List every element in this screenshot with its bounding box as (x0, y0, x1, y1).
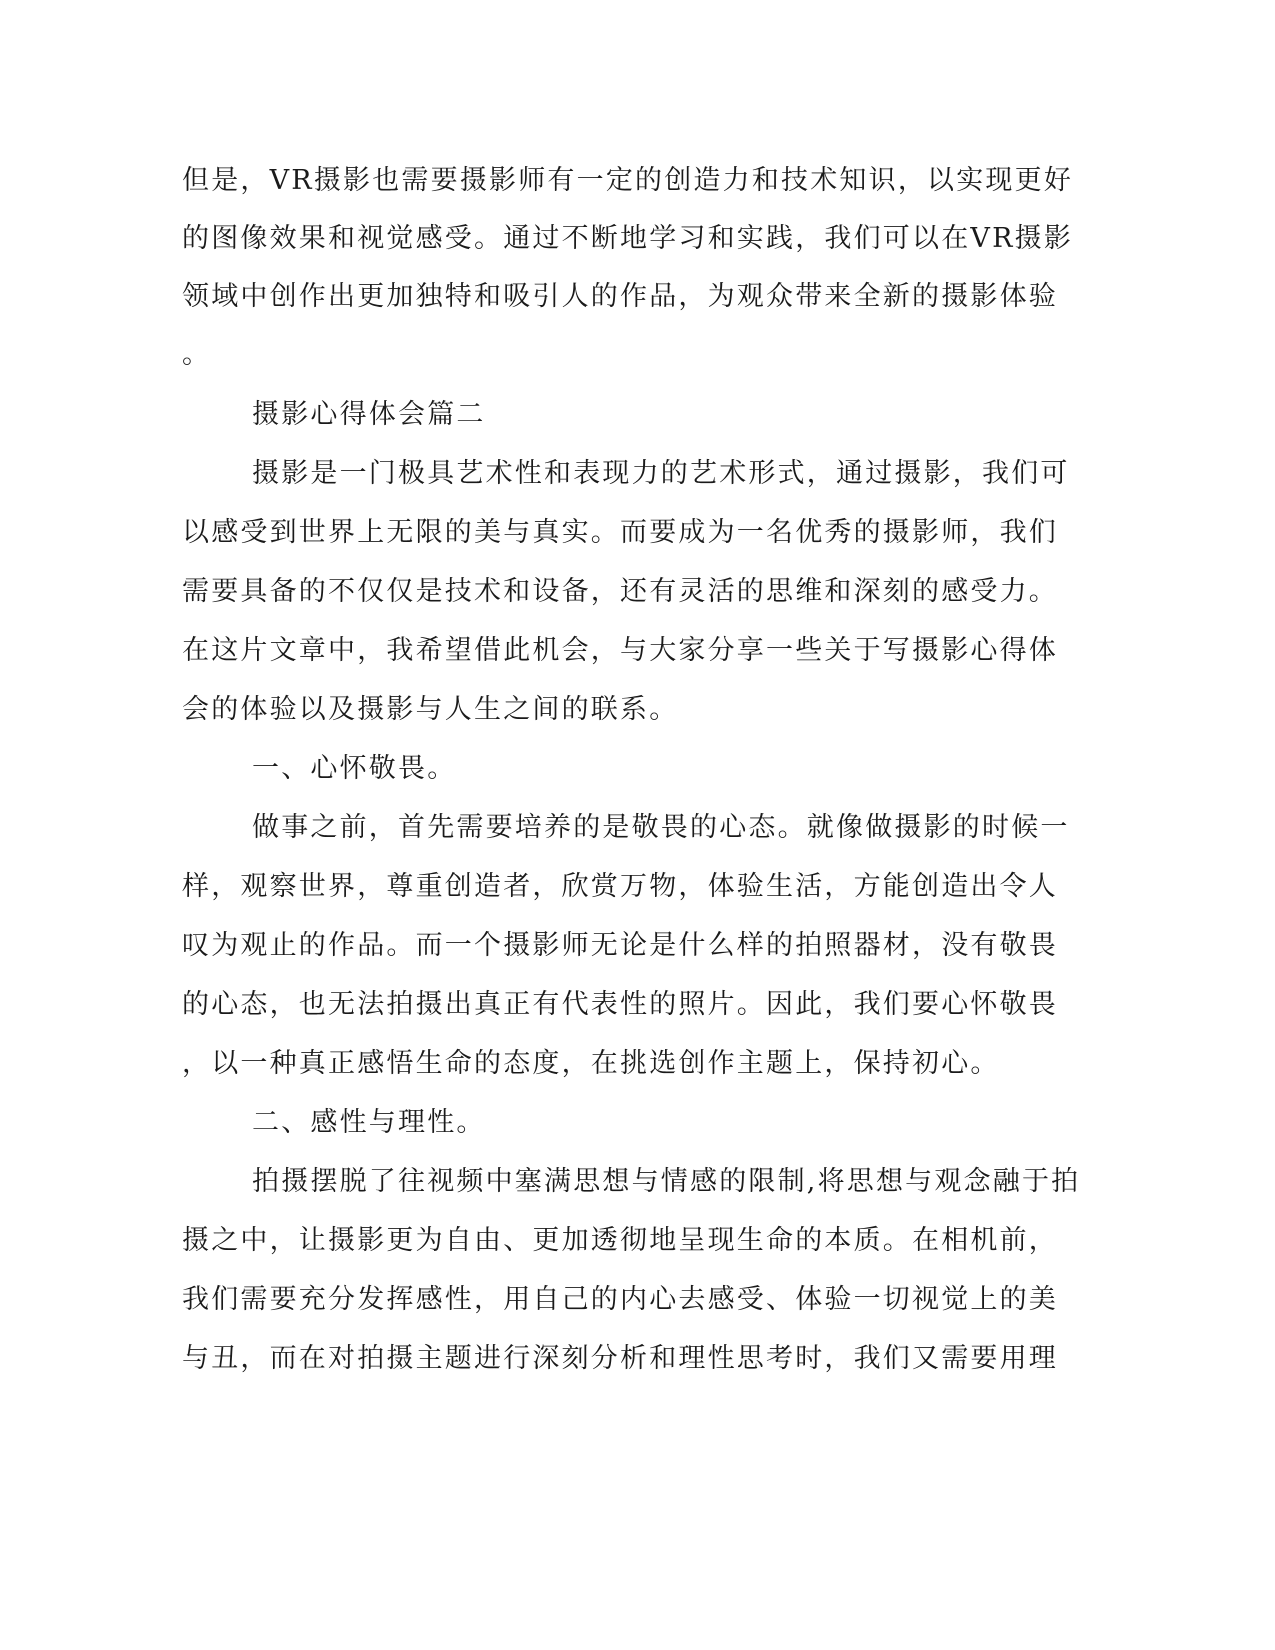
text-line: 但是，VR摄影也需要摄影师有一定的创造力和技术知识，以实现更好 (182, 165, 1074, 196)
text-line: 需要具备的不仅仅是技术和设备，还有灵活的思维和深刻的感受力。 (182, 576, 1058, 607)
text-line: 在这片文章中，我希望借此机会，与大家分享一些关于写摄影心得体 (182, 635, 1058, 666)
text-line: 做事之前，首先需要培养的是敬畏的心态。就像做摄影的时候一 (252, 812, 1070, 843)
text-line: 领域中创作出更加独特和吸引人的作品，为观众带来全新的摄影体验 (182, 281, 1058, 312)
text-line: 样，观察世界，尊重创造者，欣赏万物，体验生活，方能创造出令人 (182, 871, 1058, 902)
subheading: 一、心怀敬畏。 (252, 753, 457, 784)
text-line: 以感受到世界上无限的美与真实。而要成为一名优秀的摄影师，我们 (182, 517, 1058, 548)
text-line: 的图像效果和视觉感受。通过不断地学习和实践，我们可以在VR摄影 (182, 223, 1074, 254)
text-line: 会的体验以及摄影与人生之间的联系。 (182, 694, 679, 725)
text-line: 摄之中，让摄影更为自由、更加透彻地呈现生命的本质。在相机前， (182, 1225, 1058, 1256)
text-line: 叹为观止的作品。而一个摄影师无论是什么样的拍照器材，没有敬畏 (182, 930, 1058, 961)
text-line: 的心态，也无法拍摄出真正有代表性的照片。因此，我们要心怀敬畏 (182, 989, 1058, 1020)
section-heading: 摄影心得体会篇二 (252, 399, 486, 430)
text-line: 与丑，而在对拍摄主题进行深刻分析和理性思考时，我们又需要用理 (182, 1343, 1058, 1374)
text-line: 拍摄摆脱了往视频中塞满思想与情感的限制,将思想与观念融于拍 (252, 1166, 1081, 1197)
subheading: 二、感性与理性。 (252, 1107, 486, 1138)
text-line: 我们需要充分发挥感性，用自己的内心去感受、体验一切视觉上的美 (182, 1284, 1058, 1315)
text-line: 摄影是一门极具艺术性和表现力的艺术形式，通过摄影，我们可 (252, 458, 1070, 489)
text-line: 。 (182, 339, 212, 370)
text-line: ，以一种真正感悟生命的态度，在挑选创作主题上，保持初心。 (182, 1048, 1000, 1079)
